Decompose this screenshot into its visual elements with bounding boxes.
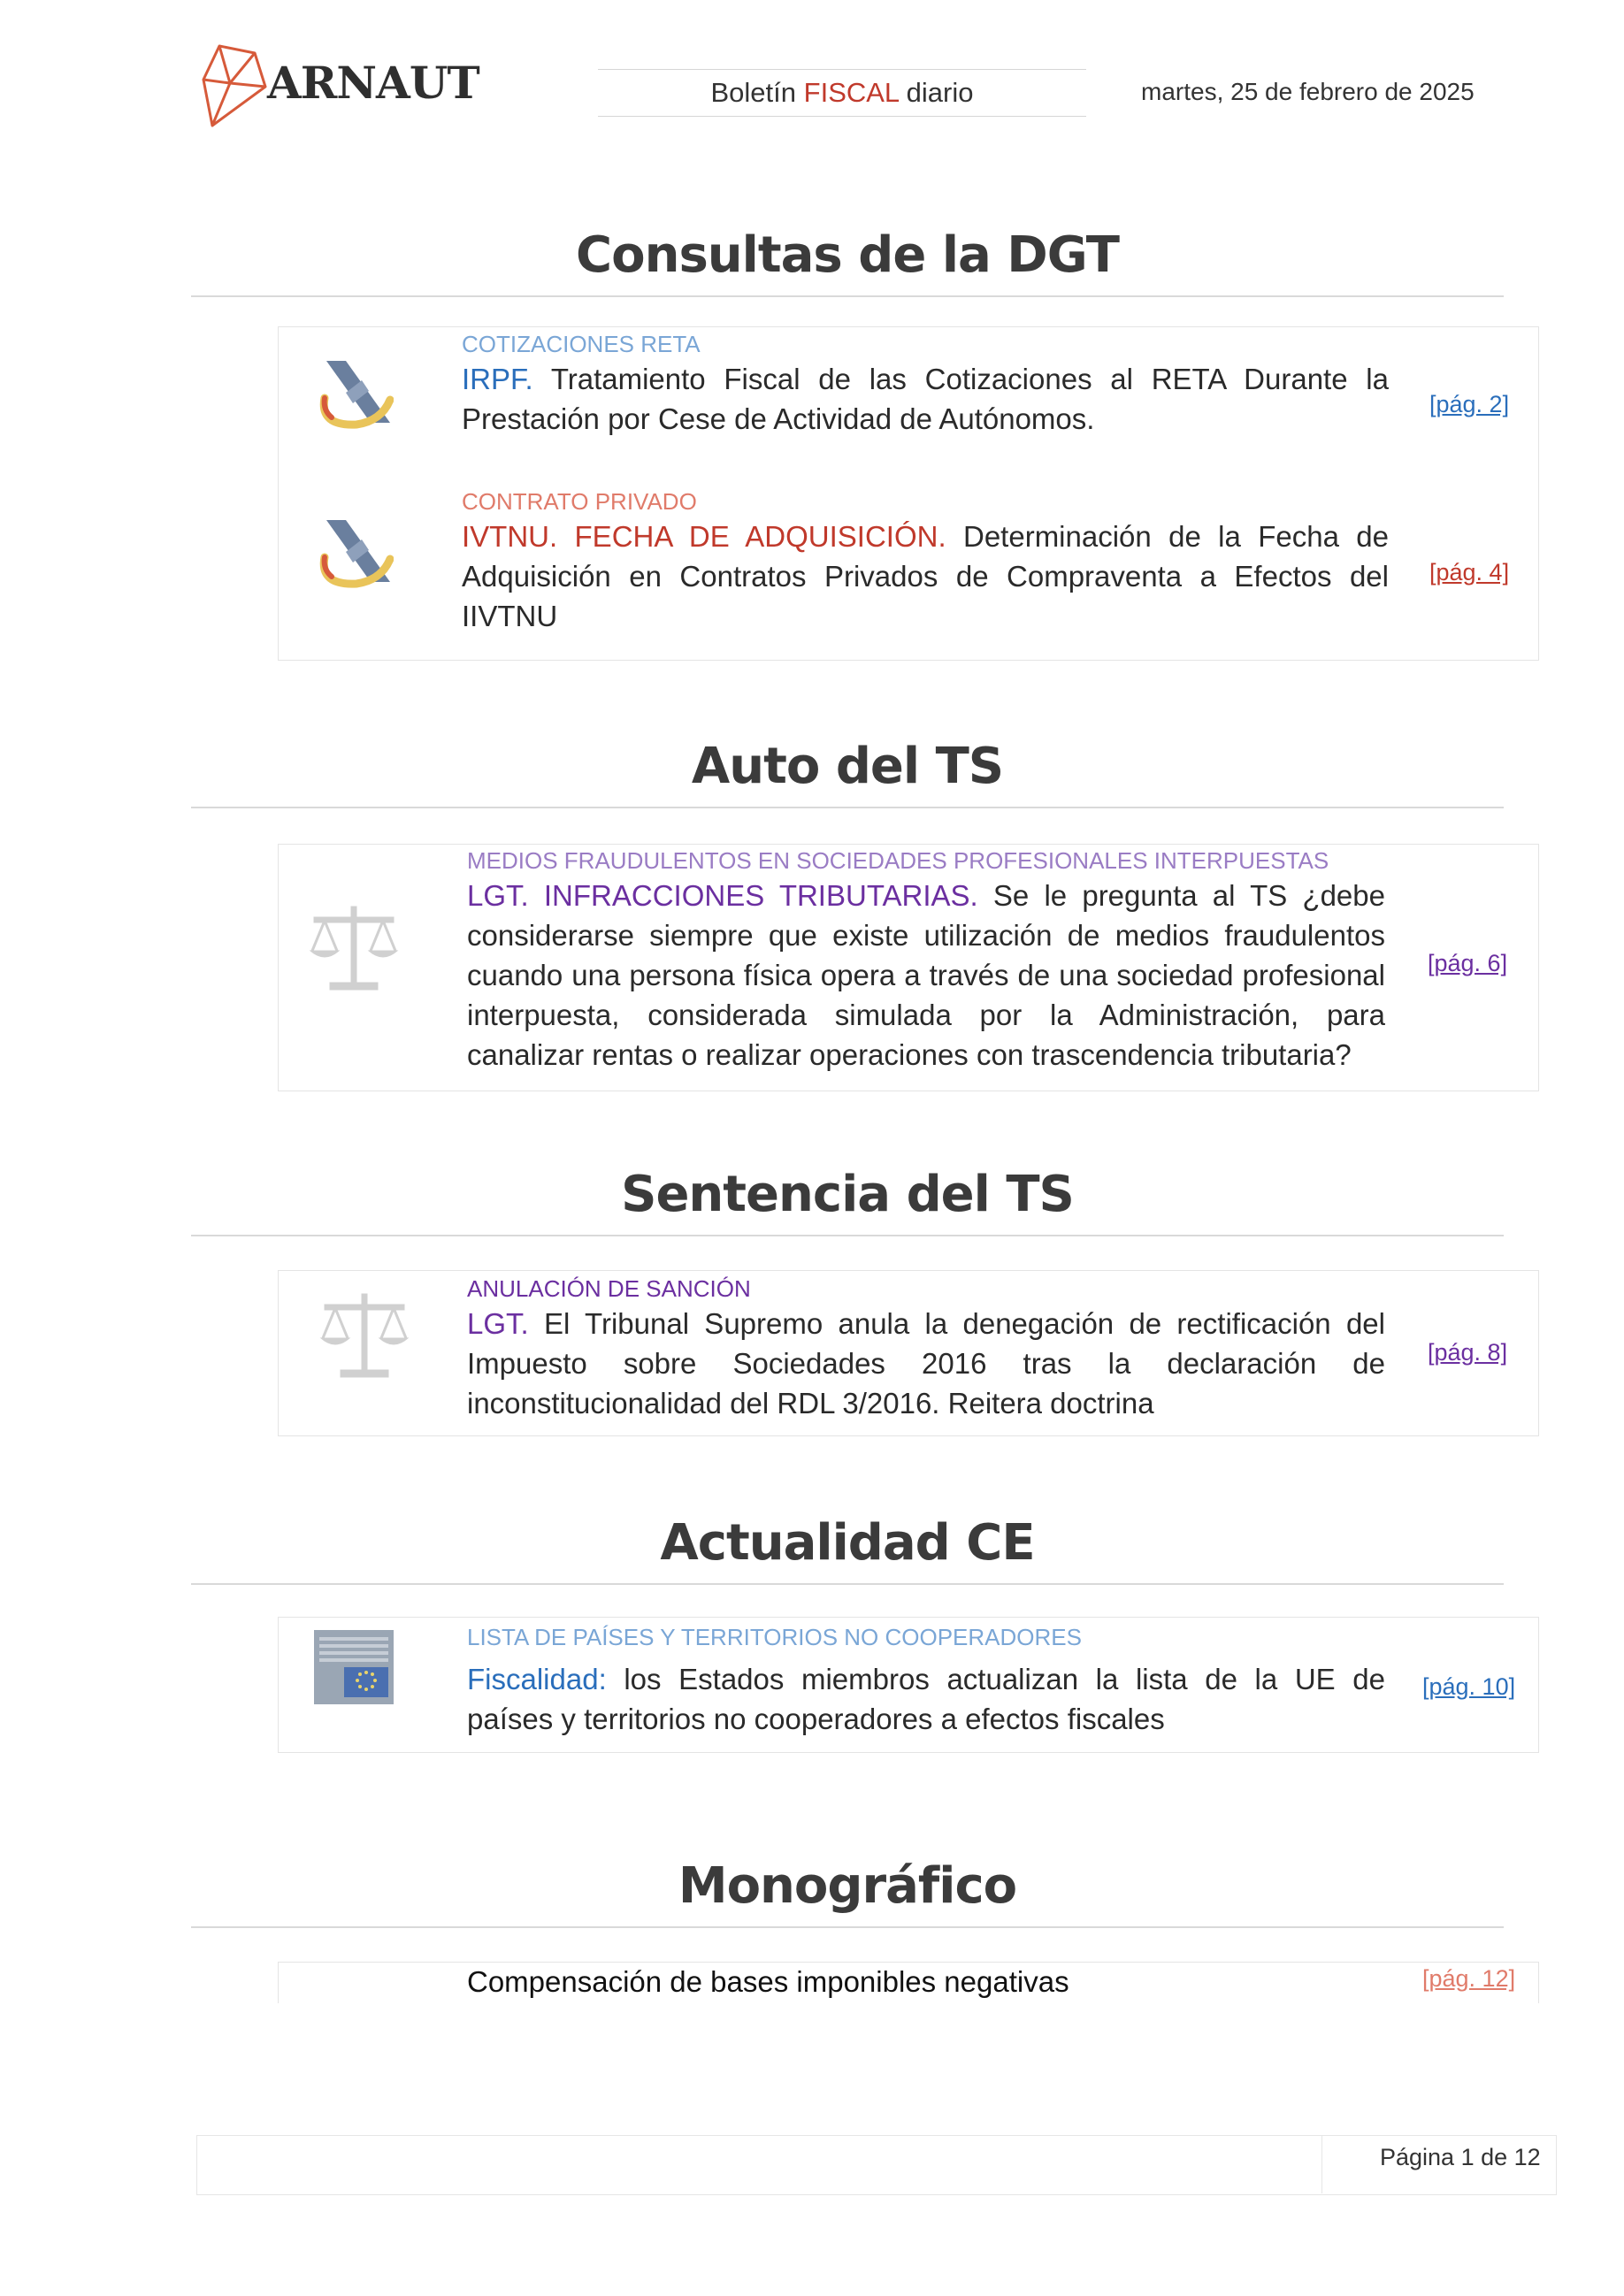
section-divider	[191, 1926, 1504, 1928]
page-link[interactable]: [pág. 10]	[1422, 1673, 1516, 1700]
bulletin-title	[598, 69, 1086, 117]
section-divider	[191, 1583, 1504, 1585]
eu-commission-icon	[314, 1630, 394, 1704]
section-title-sentencia-ts: Sentencia del TS	[621, 1166, 1074, 1223]
entry-lead: LGT.	[467, 1307, 529, 1340]
section-title-actualidad-ce: Actualidad CE	[660, 1514, 1035, 1572]
entry-medios-fraudulentos[interactable]	[467, 846, 1385, 1075]
section-title-dgt: Consultas de la DGT	[576, 226, 1119, 284]
entry-text: Determinación de la Fecha de Adquisición en Contratos Privados de Compraventa a Efectos del IIVTNU	[462, 520, 1389, 632]
entry-monografico[interactable]	[467, 1962, 1394, 2001]
section-title-auto-ts: Auto del TS	[691, 738, 1004, 795]
page-number: Página 1 de 12	[1380, 2144, 1541, 2170]
page-link[interactable]: [pág. 8]	[1428, 1339, 1508, 1366]
bulletin-highlight: FISCAL	[803, 77, 900, 108]
bulletin-suffix: diario	[906, 77, 974, 108]
brand-name: ARNAUT	[267, 57, 479, 109]
entry-text: los Estados miembros actualizan la lista de la UE de países y territorios no cooperadores a efectos fiscales	[467, 1663, 1385, 1735]
page-link[interactable]: [pág. 2]	[1429, 391, 1510, 417]
entry-text: Se le pregunta al TS ¿debe considerarse siempre que existe utilización de medios fraudulentos cuando una persona física opera a través de una sociedad profesional interpuesta, considerada simulada por la Administración, para canalizar rentas o realizar operaciones con trascendencia tributaria?	[467, 879, 1385, 1071]
tax-agency-icon	[316, 513, 394, 593]
entry-lead: IRPF.	[462, 363, 533, 395]
entry-anulacion-sancion[interactable]	[467, 1274, 1385, 1423]
entry-paises-no-cooperadores[interactable]	[467, 1622, 1385, 1739]
entry-text: El Tribunal Supremo anula la denegación de rectificación del Impuesto sobre Sociedades 2016 tras la declaración de inconstitucionalidad del RDL 3/2016. Reitera doctrina	[467, 1307, 1385, 1420]
entry-body	[462, 359, 1389, 439]
entry-lead: LGT. INFRACCIONES TRIBUTARIAS.	[467, 879, 978, 912]
diamond-logo-icon	[200, 41, 271, 129]
tax-agency-icon	[316, 354, 394, 433]
scales-icon	[316, 1287, 413, 1384]
entry-contrato-privado[interactable]	[462, 486, 1389, 636]
entry-body	[467, 1659, 1385, 1739]
section-divider	[191, 1235, 1504, 1236]
footer	[196, 2135, 1557, 2195]
entry-lead: Fiscalidad:	[467, 1663, 607, 1695]
entry-cotizaciones-reta[interactable]	[462, 329, 1389, 439]
entry-category: LISTA DE PAÍSES Y TERRITORIOS NO COOPERADORES	[467, 1624, 1082, 1650]
bulletin-prefix: Boletín	[710, 77, 797, 108]
entry-text: Tratamiento Fiscal de las Cotizaciones al RETA Durante la Prestación por Cese de Actividad de Autónomos.	[462, 363, 1389, 435]
entry-text: Compensación de bases imponibles negativas	[467, 1965, 1069, 1998]
page-link[interactable]: [pág. 4]	[1429, 559, 1510, 585]
page-link[interactable]: [pág. 12]	[1422, 1965, 1516, 1992]
section-title-monografico: Monográfico	[678, 1857, 1017, 1915]
entry-body	[462, 517, 1389, 636]
arnaut-logo	[200, 41, 479, 129]
section-divider	[191, 807, 1504, 808]
entry-body	[467, 1304, 1385, 1423]
entry-category: MEDIOS FRAUDULENTOS EN SOCIEDADES PROFESIONALES INTERPUESTAS	[467, 847, 1329, 874]
entry-lead: IVTNU. FECHA DE ADQUISICIÓN.	[462, 520, 946, 553]
page-link[interactable]: [pág. 6]	[1428, 950, 1508, 976]
issue-date: martes, 25 de febrero de 2025	[1141, 78, 1475, 105]
entry-category: CONTRATO PRIVADO	[462, 488, 697, 515]
scales-icon	[305, 899, 402, 997]
section-divider	[191, 295, 1504, 297]
entry-body	[467, 876, 1385, 1075]
entry-category: COTIZACIONES RETA	[462, 331, 701, 357]
entry-category: ANULACIÓN DE SANCIÓN	[467, 1275, 751, 1302]
footer-divider	[1321, 2135, 1322, 2193]
